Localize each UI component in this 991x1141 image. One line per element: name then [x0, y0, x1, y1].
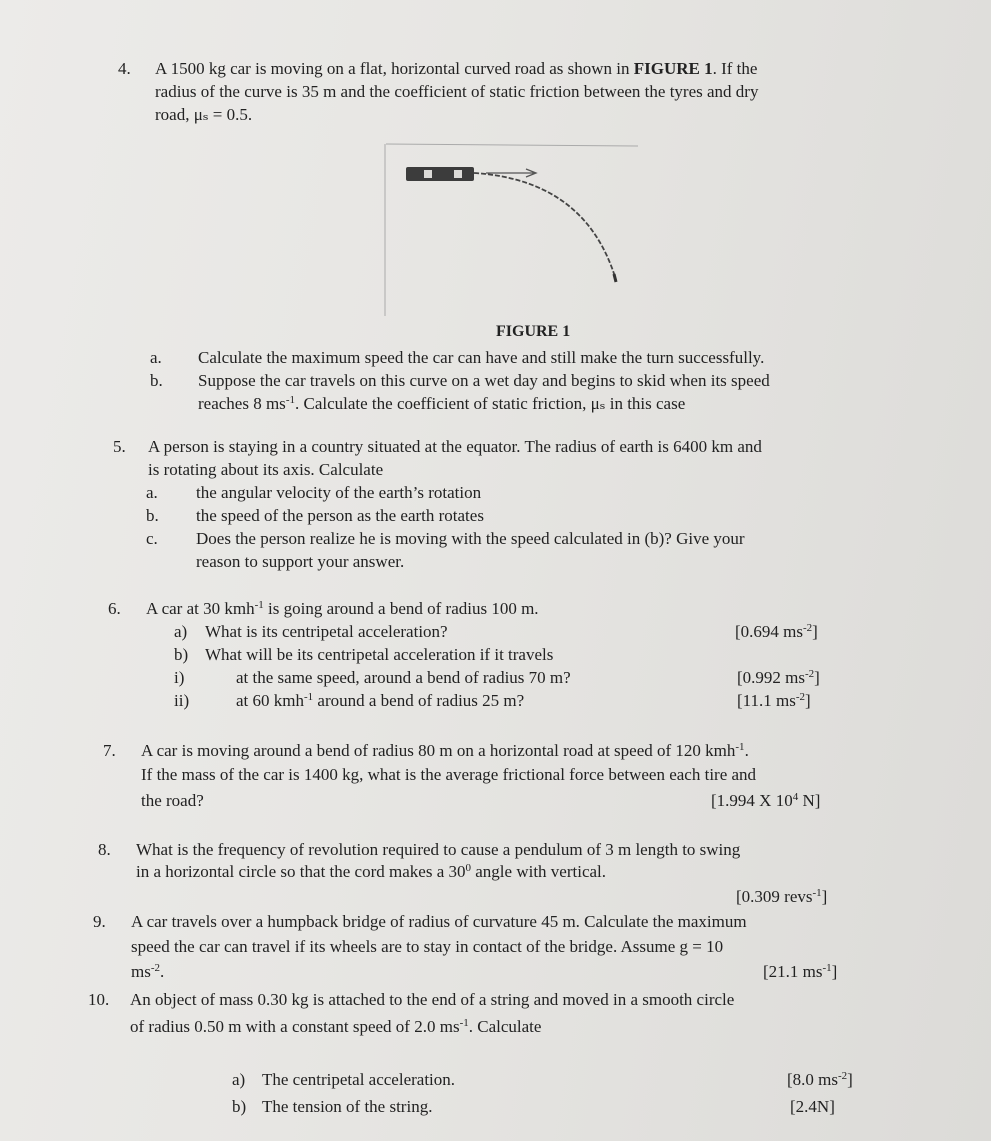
part-label: ii) [174, 691, 190, 710]
part-text: reaches 8 $ms^{-1}$. Calculate the coefficient of static friction, μₛ in this case [198, 394, 686, 413]
question-text: A 1500 kg car is moving on a flat, horizontal curved road as shown in FIGURE 1. If the [155, 59, 758, 78]
part-label: b) [174, 645, 189, 664]
answer: [8.0 $ms^{-2}$] [787, 1070, 853, 1089]
answer: [0.309 revs$^{-1}$] [736, 887, 828, 906]
answer: [21.1 $ms^{-1}$] [763, 962, 838, 981]
part-label: a. [146, 483, 158, 502]
question-text: A car travels over a humpback bridge of radius of curvature 45 m. Calculate the maximum [131, 912, 747, 931]
part-label: b. [146, 506, 159, 525]
part-label: a. [150, 348, 162, 367]
part-label: a) [232, 1070, 246, 1089]
answer: [2.4N] [790, 1097, 835, 1116]
car-icon [406, 167, 474, 181]
question-text: What is the frequency of revolution required to cause a pendulum of 3 m length to swing [136, 840, 741, 859]
question-number: 9. [93, 912, 106, 931]
answer: [0.992 $ms^{-2}$] [737, 668, 820, 687]
question-text: A car is moving around a bend of radius 80 m on a horizontal road at speed of 120 kmh$^{-1}$. [141, 741, 749, 760]
part-label: b) [232, 1097, 247, 1116]
part-text: reason to support your answer. [196, 552, 405, 571]
velocity-arrow-icon [486, 169, 536, 177]
part-text: Calculate the maximum speed the car can have and still make the turn successfully. [198, 348, 765, 367]
question-text: A person is staying in a country situated at the equator. The radius of earth is 6400 km and [148, 437, 762, 456]
question-number: 5. [113, 437, 126, 456]
question-text: A car at 30 kmh$^{-1}$ is going around a bend of radius 100 m. [146, 599, 539, 618]
question-text: is rotating about its axis. Calculate [148, 460, 384, 479]
question-number: 10. [88, 990, 110, 1009]
question-text: radius of the curve is 35 m and the coefficient of static friction between the tyres and dry [155, 82, 759, 101]
part-text: Does the person realize he is moving with the speed calculated in (b)? Give your [196, 529, 745, 548]
part-text: The centripetal acceleration. [262, 1070, 456, 1089]
part-text: What is its centripetal acceleration? [205, 622, 448, 641]
figure-1-curved-road [376, 140, 646, 320]
part-label: i) [174, 668, 185, 687]
question-text: in a horizontal circle so that the cord makes a $30^0$ angle with vertical. [136, 862, 607, 881]
part-label: b. [150, 371, 163, 390]
question-text: road, μₛ = 0.5. [155, 105, 253, 124]
figure-caption: FIGURE 1 [496, 323, 571, 340]
part-text: the angular velocity of the earth’s rotation [196, 483, 482, 502]
question-text: of radius 0.50 m with a constant speed of 2.0 $ms^{-1}$. Calculate [130, 1017, 542, 1036]
part-text: the speed of the person as the earth rotates [196, 506, 484, 525]
part-text: at the same speed, around a bend of radius 70 m? [236, 668, 571, 687]
answer: [0.694 $ms^{-2}$] [735, 622, 818, 641]
question-text: $ms^{-2}$. [131, 962, 165, 981]
part-text: What will be its centripetal acceleration if it travels [205, 645, 554, 664]
part-label: c. [146, 529, 158, 548]
question-number: 4. [118, 59, 131, 78]
question-text: An object of mass 0.30 kg is attached to the end of a string and moved in a smooth circle [130, 990, 735, 1009]
question-number: 8. [98, 840, 111, 859]
answer: [11.1 $ms^{-2}$] [737, 691, 811, 710]
question-number: 6. [108, 599, 121, 618]
question-number: 7. [103, 741, 116, 760]
part-label: a) [174, 622, 188, 641]
part-text: at 60 kmh$^{-1}$ around a bend of radius 25 m? [236, 691, 525, 710]
answer: [1.994 X $10^4$ N] [711, 791, 821, 810]
question-text: the road? [141, 791, 204, 810]
part-text: Suppose the car travels on this curve on a wet day and begins to skid when its speed [198, 371, 770, 390]
question-text: If the mass of the car is 1400 kg, what is the average frictional force between each tire and [141, 765, 757, 784]
question-text: speed the car can travel if its wheels are to stay in contact of the bridge. Assume g = 10 [131, 937, 724, 956]
part-text: The tension of the string. [262, 1097, 433, 1116]
